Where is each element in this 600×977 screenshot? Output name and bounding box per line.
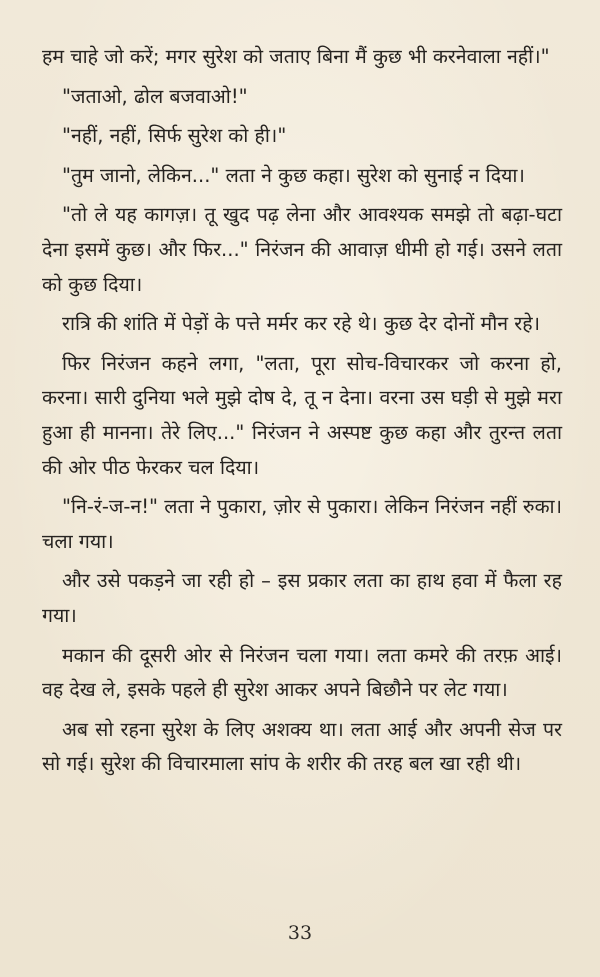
paragraph-4: "तुम जानो, लेकिन..." लता ने कुछ कहा। सुरेश को सुनाई न दिया। [62,163,525,187]
paragraph-10: मकान की दूसरी ओर से निरंजन चला गया। लता कमरे की तरफ़ आई। वह देख ले, इसके पहले ही सुरेश आकर अपने बिछौने पर लेट गया। [42,643,562,702]
paragraph-2: "जताओ, ढोल बजवाओ!" [62,84,248,108]
paragraph-5: "तो ले यह कागज़। तू खुद पढ़ लेना और आवश्यक समझे तो बढ़ा-घटा देना इसमें कुछ। और फिर..." निरंजन की आवाज़ धीमी हो गई। उसने लता को कुछ दिया। [42,203,562,296]
paragraph-1: हम चाहे जो करें; मगर सुरेश को जताए बिना मैं कुछ भी करनेवाला नहीं।" [42,45,550,68]
paragraph-3: "नहीं, नहीं, सिर्फ सुरेश को ही।" [62,124,287,148]
paragraph-6: रात्रि की शांति में पेड़ों के पत्ते मर्मर कर रहे थे। कुछ देर दोनों मौन रहे। [62,312,541,336]
paragraph-11: अब सो रहना सुरेश के लिए अशक्य था। लता आई और अपनी सेज पर सो गई। सुरेश की विचारमाला सांप के शरीर की तरह बल खा रही थी। [42,717,562,776]
page-number: 33 [287,922,313,944]
body-text [42,40,562,787]
paragraph-8: "नि-रं-ज-न!" लता ने पुकारा, ज़ोर से पुकारा। लेकिन निरंजन नहीं रुका। चला गया। [42,495,562,553]
paragraph-9: और उसे पकड़ने जा रही हो – इस प्रकार लता का हाथ हवा में फैला रह गया। [42,569,562,627]
paragraph-7: फिर निरंजन कहने लगा, "लता, पूरा सोच-विचारकर जो करना हो, करना। सारी दुनिया भले मुझे दोष दे, तू न देना। वरना उस घड़ी से मुझे मरा हुआ ही मानना। तेरे लिए..." निरंजन ने अस्पष्ट कुछ कहा और तुरन्त लता की ओर पीठ फेरकर चल दिया। [42,351,562,479]
